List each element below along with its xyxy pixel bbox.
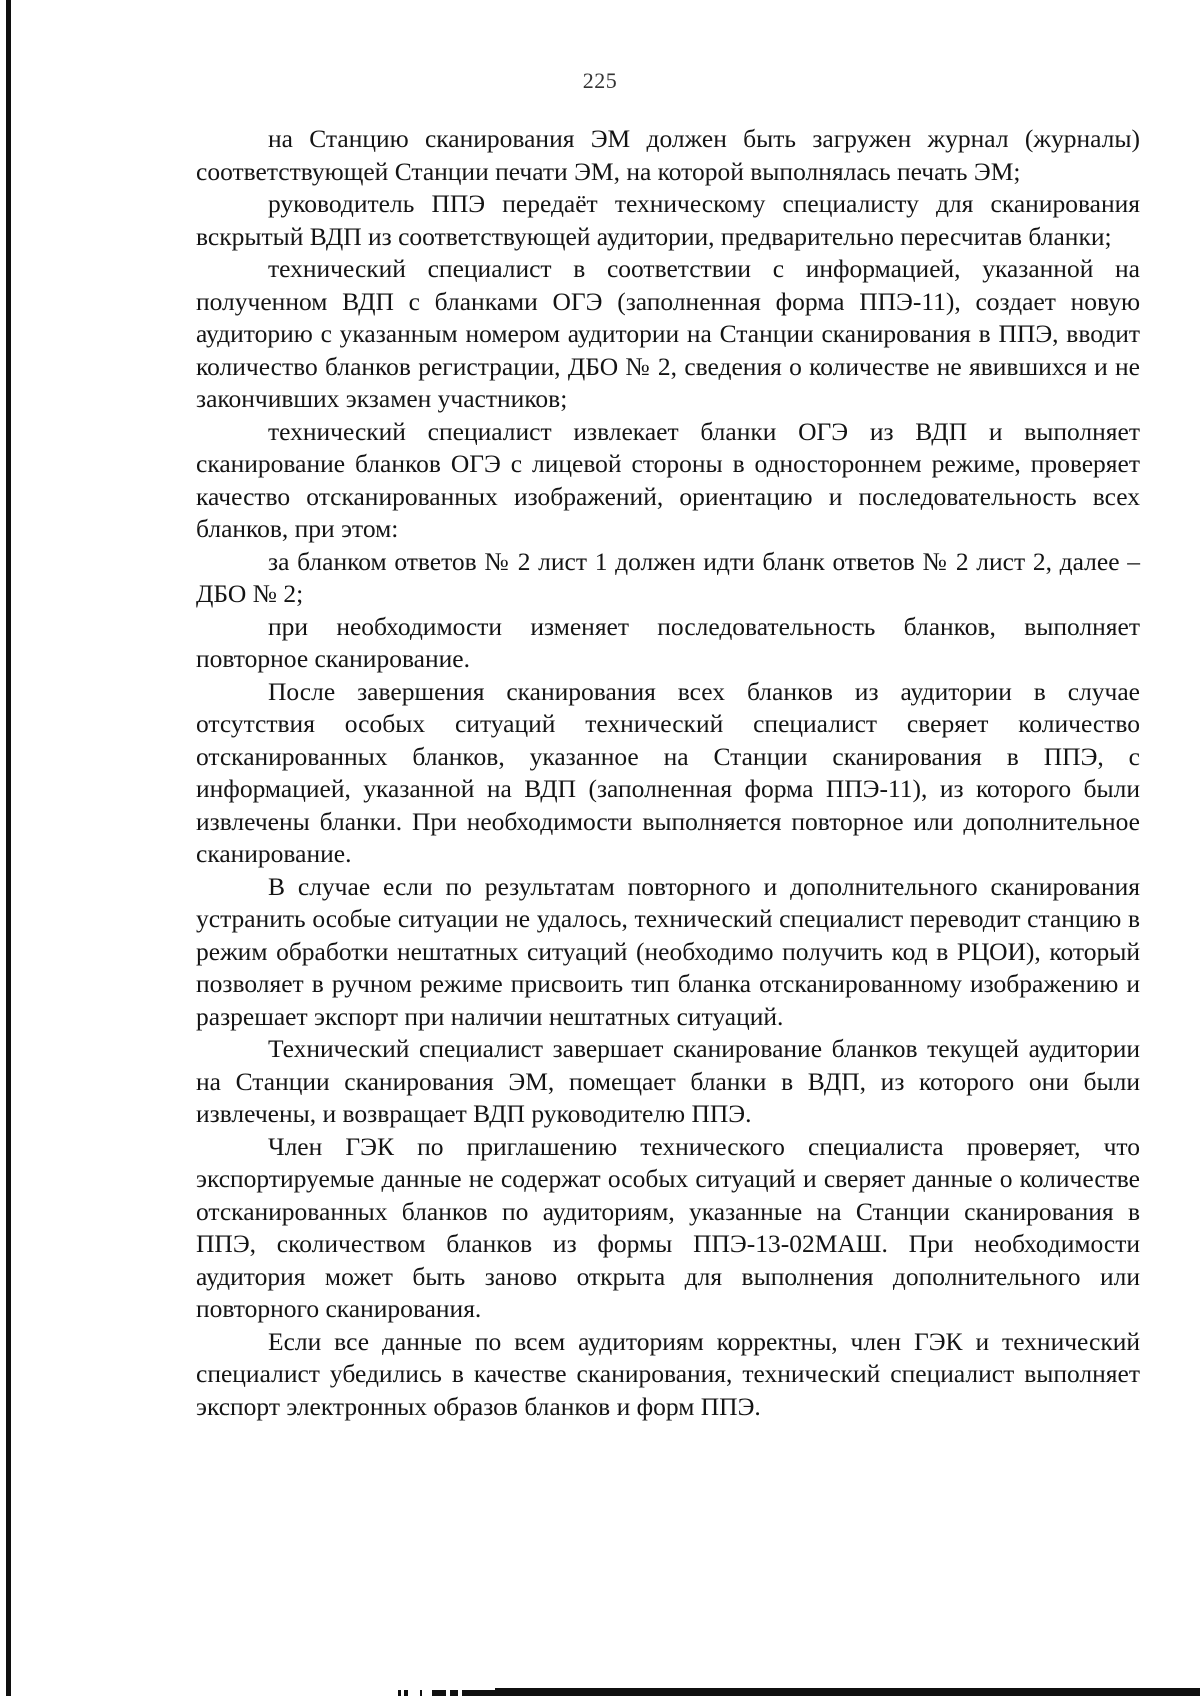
page-number: 225 bbox=[582, 68, 618, 93]
paragraph-journal-upload: на Станцию сканирования ЭМ должен быть загружен журнал (журналы) соответствующей Станции печати ЭМ, на которой выполнялась печать ЭМ; bbox=[196, 124, 1140, 186]
paragraph-finish-scanning: Технический специалист завершает сканирование бланков текущей аудитории на Станции сканирования ЭМ, помещает бланки в ВДП, из которого они были извлечены, и возвращает ВДП руководителю ППЭ. bbox=[196, 1034, 1140, 1128]
paragraph-rescan: при необходимости изменяет последовательность бланков, выполняет повторное сканирование. bbox=[196, 611, 1140, 673]
document-body bbox=[196, 123, 1140, 1423]
scan-specks bbox=[380, 1688, 495, 1696]
scan-border-left bbox=[6, 0, 11, 1696]
paragraph-gek-verification: Член ГЭК по приглашению технического специалиста проверяет, что экспортируемые данные не содержат особых ситуаций и сверяет данные о количестве отсканированных бланков по аудиториям, указанные на Станции сканирования в ППЭ, сколичеством бланков из формы ППЭ-13-02МАШ. При необходимости аудитория может быть заново открыта для выполнения дополнительного или повторного сканирования. bbox=[196, 1131, 1140, 1323]
paragraph-after-scanning: После завершения сканирования всех бланков из аудитории в случае отсутствия особых ситуаций технический специалист сверяет количество отсканированных бланков, указанное на Станции сканирования в ППЭ, с информацией, указанной на ВДП (заполненная форма ППЭ-11), из которого были извлечены бланки. При необходимости выполняется повторное или дополнительное сканирование. bbox=[196, 676, 1140, 868]
paragraph-create-auditorium: технический специалист в соответствии с информацией, указанной на полученном ВДП с бланками ОГЭ (заполненная форма ППЭ-11), создает новую аудиторию с указанным номером аудитории на Станции сканирования в ППЭ, вводит количество бланков регистрации, ДБО № 2, сведения о количестве не явившихся и не закончивших экзамен участников; bbox=[196, 254, 1140, 413]
scan-border-bottom bbox=[495, 1688, 1200, 1696]
paragraph-export: Если все данные по всем аудиториям корректны, член ГЭК и технический специалист убедились в качестве сканирования, технический специалист выполняет экспорт электронных образов бланков и форм ППЭ. bbox=[196, 1326, 1140, 1421]
paragraph-vdp-handover: руководитель ППЭ передаёт техническому специалисту для сканирования вскрытый ВДП из соответствующей аудитории, предварительно пересчитав бланки; bbox=[196, 189, 1140, 251]
paragraph-sheet-order: за бланком ответов № 2 лист 1 должен идти бланк ответов № 2 лист 2, далее – ДБО № 2; bbox=[196, 546, 1140, 608]
paragraph-scanning-process: технический специалист извлекает бланки ОГЭ из ВДП и выполняет сканирование бланков ОГЭ с лицевой стороны в одностороннем режиме, проверяет качество отсканированных изображений, ориентацию и последовательность всех бланков, при этом: bbox=[196, 416, 1140, 543]
paragraph-emergency-mode: В случае если по результатам повторного и дополнительного сканирования устранить особые ситуации не удалось, технический специалист переводит станцию в режим обработки нештатных ситуаций (необходимо получить код в РЦОИ), который позволяет в ручном режиме присвоить тип бланка отсканированному изображению и разрешает экспорт при наличии нештатных ситуаций. bbox=[196, 871, 1140, 1031]
